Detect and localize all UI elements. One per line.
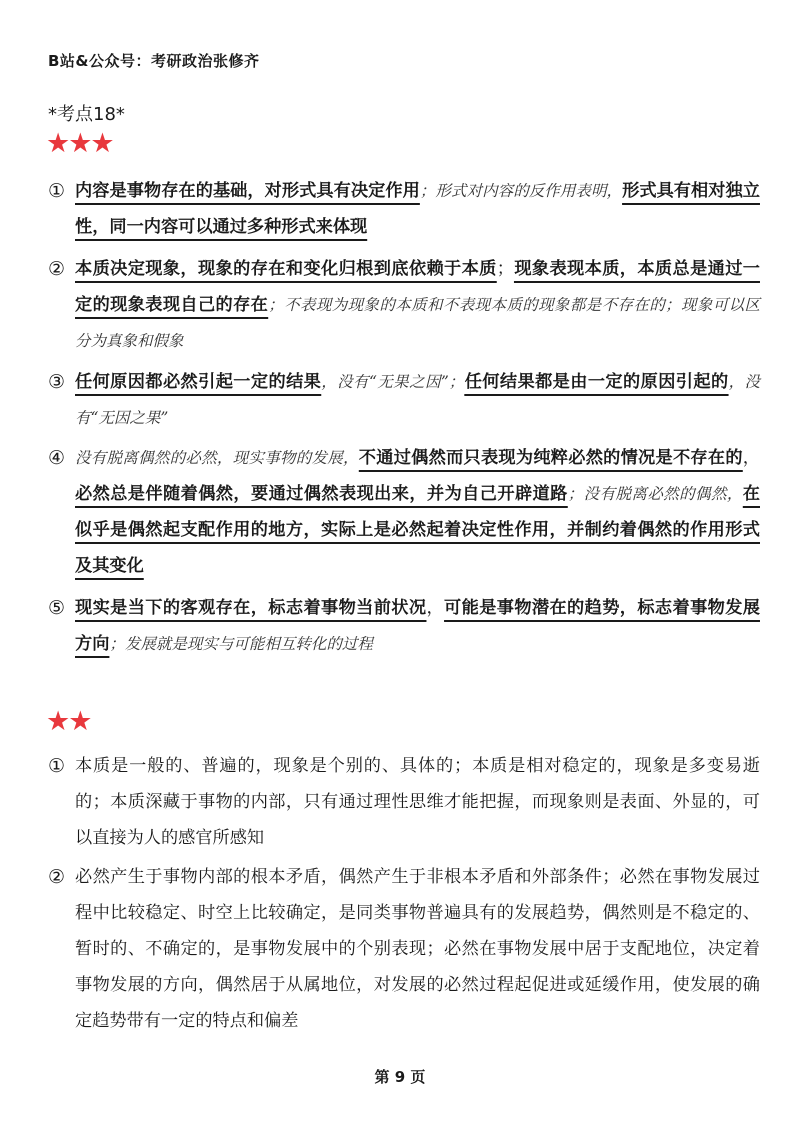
- key-phrase-underlined: 内容是事物存在的基础，对形式具有决定作用: [75, 181, 420, 201]
- key-phrase-underlined: 在似乎是偶然起支配作用的地方，实际上是必然起着决定性作用，并制约着偶然的作用形式及其变化: [75, 484, 760, 576]
- handwritten-note: ，没有“无果之因”；: [321, 373, 465, 391]
- handwritten-note: ；没有脱离必然的偶然，: [567, 485, 743, 503]
- key-phrase-underlined: 任何结果都是由一定的原因引起的: [464, 372, 729, 392]
- item-text: [48, 364, 760, 436]
- key-phrase-underlined: 形式具有相对独立性，同一内容可以通过多种形式来体现: [75, 181, 760, 237]
- page-header-source: B站&公众号：考研政治张修齐: [48, 52, 260, 70]
- item-text: [48, 590, 760, 662]
- handwritten-note: 没有脱离偶然的必然，现实事物的发展，: [75, 449, 359, 467]
- punctuation: ，: [426, 598, 445, 618]
- item-text: [48, 440, 760, 584]
- three-star-rating-icon: ★★★: [46, 128, 113, 159]
- handwritten-note: ；发展就是现实与可能相互转化的过程: [109, 635, 373, 653]
- item-text: [48, 173, 760, 245]
- key-phrase-underlined: 必然总是伴随着偶然，要通过偶然表现出来，并为自己开辟道路: [75, 484, 568, 504]
- handwritten-note: ，没有“无因之果”: [75, 373, 760, 427]
- item-number: ①: [48, 755, 66, 777]
- page-number: 第 9 页: [374, 1068, 426, 1086]
- key-phrase-underlined: 可能是事物潜在的趋势，标志着事物发展方向: [75, 598, 760, 654]
- three-star-item-5: [48, 590, 760, 662]
- handwritten-note: ；形式对内容的反作用表明，: [419, 182, 623, 200]
- item-text: [48, 251, 760, 359]
- punctuation: ，: [742, 448, 760, 468]
- key-phrase-underlined: 现象表现本质，本质总是通过一定的现象表现自己的存在: [75, 259, 760, 315]
- item-number: ②: [48, 866, 66, 888]
- item-number: ④: [48, 447, 66, 469]
- two-star-item-1: [48, 748, 760, 856]
- three-star-item-1: [48, 173, 760, 245]
- punctuation: ；: [496, 259, 514, 279]
- key-phrase-underlined: 现实是当下的客观存在，标志着事物当前状况: [75, 598, 427, 618]
- two-star-rating-icon: ★★: [46, 706, 91, 737]
- three-star-item-3: [48, 364, 760, 436]
- item-number: ②: [48, 258, 66, 280]
- item-text: 必然产生于事物内部的根本矛盾，偶然产生于非根本矛盾和外部条件；必然在事物发展过程中比较稳定、时空上比较确定，是同类事物普遍具有的发展趋势，偶然则是不稳定的、暂时的、不确定的，是事物发展中的个别表现；必然在事物发展中居于支配地位，决定着事物发展的方向，偶然居于从属地位，对发展的必然过程起促进或延缓作用，使发展的确定趋势带有一定的特点和偏差: [75, 867, 760, 1031]
- item-number: ①: [48, 180, 66, 202]
- item-text: 本质是一般的、普遍的，现象是个别的、具体的；本质是相对稳定的，现象是多变易逝的；本质深藏于事物的内部，只有通过理性思维才能把握，而现象则是表面、外显的，可以直接为人的感官所感知: [75, 756, 760, 848]
- two-star-item-2: [48, 859, 760, 1039]
- item-number: ⑤: [48, 597, 66, 619]
- key-phrase-underlined: 任何原因都必然引起一定的结果: [75, 372, 322, 392]
- handwritten-note: ；不表现为现象的本质和不表现本质的现象都是不存在的；现象可以区分为真象和假象: [75, 296, 760, 350]
- three-star-item-4: [48, 440, 760, 584]
- three-star-item-2: [48, 251, 760, 359]
- key-phrase-underlined: 本质决定现象，现象的存在和变化归根到底依赖于本质: [75, 259, 497, 279]
- key-phrase-underlined: 不通过偶然而只表现为纯粹必然的情况是不存在的: [358, 448, 743, 468]
- item-number: ③: [48, 371, 66, 393]
- exam-point-title: *考点18*: [48, 104, 125, 125]
